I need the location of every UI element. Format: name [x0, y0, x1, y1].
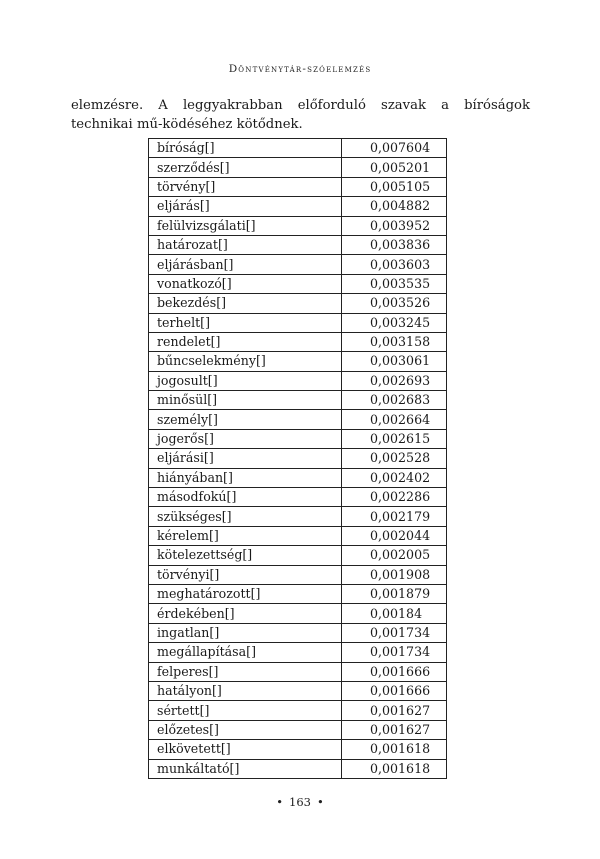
frequency-cell: 0,002528 [342, 449, 447, 468]
table-row [149, 584, 447, 603]
frequency-cell: 0,003952 [342, 216, 447, 235]
table-row [149, 332, 447, 351]
page-number-footer [0, 795, 600, 809]
frequency-cell: 0,002683 [342, 391, 447, 410]
word-cell: terhelt[] [149, 313, 342, 332]
word-cell: szerződés[] [149, 158, 342, 177]
word-cell: bűncselekmény[] [149, 352, 342, 371]
word-cell: másodfokú[] [149, 488, 342, 507]
table-row [149, 565, 447, 584]
word-cell: kötelezettség[] [149, 546, 342, 565]
word-cell: érdekében[] [149, 604, 342, 623]
frequency-cell: 0,003526 [342, 294, 447, 313]
table-row [149, 391, 447, 410]
word-cell: jogerős[] [149, 429, 342, 448]
frequency-cell: 0,002044 [342, 526, 447, 545]
page-number: 163 [289, 795, 311, 809]
word-cell: vonatkozó[] [149, 274, 342, 293]
table-row [149, 507, 447, 526]
table-row [149, 449, 447, 468]
table-row [149, 720, 447, 739]
word-cell: határozat[] [149, 235, 342, 254]
table-row [149, 139, 447, 158]
table-row [149, 662, 447, 681]
table-row [149, 274, 447, 293]
word-cell: törvény[] [149, 177, 342, 196]
word-cell: sértett[] [149, 701, 342, 720]
word-cell: eljárási[] [149, 449, 342, 468]
frequency-cell: 0,001908 [342, 565, 447, 584]
frequency-cell: 0,007604 [342, 139, 447, 158]
table-row [149, 177, 447, 196]
word-cell: elkövetett[] [149, 740, 342, 759]
word-cell: rendelet[] [149, 332, 342, 351]
word-frequency-table-body [149, 139, 447, 779]
running-head: Döntvénytár-szóelemzés [228, 63, 372, 75]
word-cell: bekezdés[] [149, 294, 342, 313]
frequency-cell: 0,00184 [342, 604, 447, 623]
frequency-cell: 0,001879 [342, 584, 447, 603]
word-cell: jogosult[] [149, 371, 342, 390]
table-row [149, 197, 447, 216]
frequency-cell: 0,001627 [342, 701, 447, 720]
frequency-cell: 0,005201 [342, 158, 447, 177]
frequency-cell: 0,003245 [342, 313, 447, 332]
word-cell: felperes[] [149, 662, 342, 681]
word-cell: kérelem[] [149, 526, 342, 545]
table-row [149, 429, 447, 448]
table-row [149, 740, 447, 759]
intro-paragraph [71, 96, 530, 134]
word-cell: eljárásban[] [149, 255, 342, 274]
table-row [149, 526, 447, 545]
bullet-right: • [316, 795, 324, 809]
word-cell: hiányában[] [149, 468, 342, 487]
frequency-cell: 0,002179 [342, 507, 447, 526]
frequency-cell: 0,001666 [342, 662, 447, 681]
frequency-cell: 0,003603 [342, 255, 447, 274]
frequency-cell: 0,003836 [342, 235, 447, 254]
table-row [149, 216, 447, 235]
frequency-cell: 0,001666 [342, 681, 447, 700]
frequency-cell: 0,002402 [342, 468, 447, 487]
frequency-cell: 0,005105 [342, 177, 447, 196]
word-frequency-table [148, 138, 447, 779]
word-cell: megállapítása[] [149, 643, 342, 662]
table-row [149, 623, 447, 642]
frequency-cell: 0,001618 [342, 759, 447, 778]
word-cell: meghatározott[] [149, 584, 342, 603]
word-cell: szükséges[] [149, 507, 342, 526]
word-cell: hatályon[] [149, 681, 342, 700]
frequency-cell: 0,002664 [342, 410, 447, 429]
word-cell: törvényi[] [149, 565, 342, 584]
table-row [149, 759, 447, 778]
table-row [149, 235, 447, 254]
table-row [149, 410, 447, 429]
table-row [149, 604, 447, 623]
table-row [149, 371, 447, 390]
frequency-cell: 0,002005 [342, 546, 447, 565]
word-cell: munkáltató[] [149, 759, 342, 778]
frequency-cell: 0,001734 [342, 643, 447, 662]
table-row [149, 468, 447, 487]
intro-text: elemzésre. A leggyakrabban előforduló szavak a bíróságok technikai mű-ködéséhez kötődnek. [71, 98, 530, 132]
table-row [149, 158, 447, 177]
frequency-cell: 0,001734 [342, 623, 447, 642]
frequency-cell: 0,003535 [342, 274, 447, 293]
frequency-cell: 0,004882 [342, 197, 447, 216]
frequency-cell: 0,002615 [342, 429, 447, 448]
table-row [149, 701, 447, 720]
word-cell: felülvizsgálati[] [149, 216, 342, 235]
word-cell: eljárás[] [149, 197, 342, 216]
table-row [149, 313, 447, 332]
table-row [149, 546, 447, 565]
frequency-cell: 0,002286 [342, 488, 447, 507]
table-row [149, 255, 447, 274]
table-row [149, 681, 447, 700]
word-cell: minősül[] [149, 391, 342, 410]
table-row [149, 352, 447, 371]
table-row [149, 488, 447, 507]
word-cell: ingatlan[] [149, 623, 342, 642]
word-cell: bíróság[] [149, 139, 342, 158]
table-row [149, 294, 447, 313]
bullet-left: • [276, 795, 284, 809]
frequency-cell: 0,001618 [342, 740, 447, 759]
frequency-cell: 0,001627 [342, 720, 447, 739]
word-cell: előzetes[] [149, 720, 342, 739]
frequency-cell: 0,003158 [342, 332, 447, 351]
frequency-cell: 0,002693 [342, 371, 447, 390]
word-cell: személy[] [149, 410, 342, 429]
table-row [149, 643, 447, 662]
frequency-cell: 0,003061 [342, 352, 447, 371]
